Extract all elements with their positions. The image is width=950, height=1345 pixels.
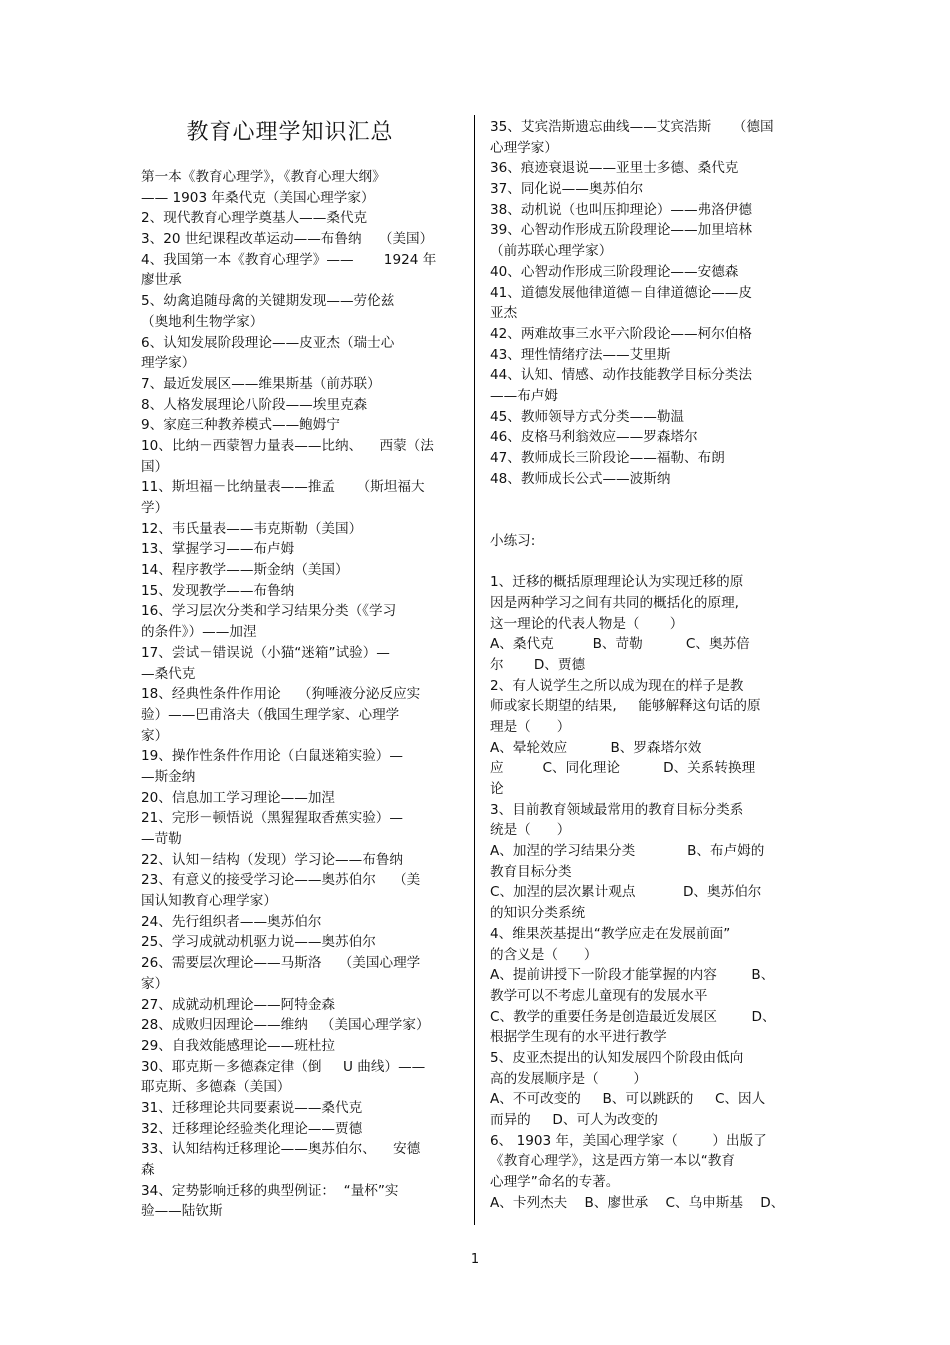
text-line: 这一理论的代表人物是（ ） bbox=[490, 615, 684, 632]
text-line: 家） bbox=[141, 727, 169, 744]
text-line: 22、认知－结构（发现）学习论——布鲁纳 bbox=[141, 851, 403, 868]
text-line: 的知识分类系统 bbox=[490, 905, 586, 922]
text-line: 4、我国第一本《教育心理学》—— 1924 年 bbox=[141, 251, 437, 268]
text-line: 高的发展顺序是（ ） bbox=[490, 1070, 647, 1087]
text-line: 35、艾宾浩斯遗忘曲线——艾宾浩斯 （德国 bbox=[490, 119, 774, 135]
text-line: 应 C、同化理论 D、关系转换理 bbox=[490, 760, 756, 777]
text-line: 第一本《教育心理学》，《教育心理大纲》 bbox=[141, 169, 386, 185]
text-line: 12、韦氏量表——韦克斯勒（美国） bbox=[141, 520, 363, 537]
text-line: C、教学的重要任务是创造最近发展区 D、 bbox=[490, 1008, 776, 1025]
text-line: 验）——巴甫洛夫（俄国生理学家、心理学 bbox=[141, 706, 400, 723]
text-line: 因是两种学习之间有共同的概括化的原理, bbox=[490, 594, 740, 611]
text-line: 21、完形－顿悟说（黑猩猩取香蕉实验）— bbox=[141, 810, 403, 827]
text-line: 36、痕迹衰退说——亚里士多德、桑代克 bbox=[490, 160, 739, 177]
text-line: 家） bbox=[141, 975, 169, 992]
text-line: 17、尝试－错误说（小猫“迷箱”试验）— bbox=[141, 644, 390, 661]
text-line: 29、自我效能感理论——班杜拉 bbox=[141, 1037, 336, 1054]
text-line: 5、幼禽追随母禽的关键期发现——劳伦兹 bbox=[141, 293, 395, 310]
text-line: 44、认知、情感、动作技能教学目标分类法 bbox=[490, 367, 752, 384]
text-line: 理学家） bbox=[141, 355, 196, 372]
left-column bbox=[141, 167, 461, 1222]
text-line: 3、20 世纪课程改革运动——布鲁纳 （美国） bbox=[141, 231, 434, 248]
text-line: 小练习: bbox=[490, 532, 536, 549]
text-line: —桑代克 bbox=[141, 665, 196, 682]
text-line: 39、心智动作形成五阶段理论——加里培林 bbox=[490, 222, 752, 239]
text-line: 心理学”命名的专著。 bbox=[490, 1174, 620, 1191]
text-line: 7、最近发展区——维果斯基（前苏联） bbox=[141, 375, 381, 392]
text-line: 24、先行组织者——奥苏伯尔 bbox=[141, 913, 322, 930]
text-line: （奥地利生物学家） bbox=[141, 313, 264, 330]
text-line: 而异的 D、可人为改变的 bbox=[490, 1112, 659, 1128]
text-line: 38、动机说（也叫压抑理论）——弗洛伊德 bbox=[490, 201, 752, 218]
text-line: 42、两难故事三水平六阶段论——柯尔伯格 bbox=[490, 325, 752, 342]
page-number: 1 bbox=[470, 1252, 480, 1267]
text-line: 教学可以不考虑儿童现有的发展水平 bbox=[490, 987, 708, 1004]
text-line: 6、认知发展阶段理论——皮亚杰（瑞士心 bbox=[141, 334, 395, 351]
text-line: A、加涅的学习结果分类 B、布卢姆的 bbox=[490, 843, 765, 860]
text-line: 4、维果茨基提出“教学应走在发展前面” bbox=[490, 925, 731, 942]
text-line: 根据学生现有的水平进行教学 bbox=[490, 1029, 667, 1046]
text-line bbox=[490, 489, 810, 510]
text-line: 5、皮亚杰提出的认知发展四个阶段由低向 bbox=[490, 1049, 744, 1066]
text-line: 19、操作性条件作用论（白鼠迷箱实验）— bbox=[141, 748, 403, 765]
column-divider bbox=[474, 115, 475, 1225]
text-line: 理是（ ） bbox=[490, 718, 571, 735]
text-line: 1、迁移的概括原理理论认为实现迁移的原 bbox=[490, 574, 744, 591]
text-line: 26、需要层次理论——马斯洛 （美国心理学 bbox=[141, 955, 421, 972]
text-line: 统是（ ） bbox=[490, 822, 571, 839]
text-line: 33、认知结构迁移理论——奥苏伯尔、 安德 bbox=[141, 1141, 421, 1158]
text-line: 8、人格发展理论八阶段——埃里克森 bbox=[141, 396, 368, 413]
text-line: C、加涅的层次累计观点 D、奥苏伯尔 bbox=[490, 884, 762, 901]
text-line: ——布卢姆 bbox=[490, 387, 558, 404]
text-line: 28、成败归因理论——维纳 （美国心理学家） bbox=[141, 1017, 430, 1034]
text-line: 18、经典性条件作用论 （狗唾液分泌反应实 bbox=[141, 686, 421, 703]
text-line bbox=[490, 510, 810, 531]
text-line: 11、斯坦福－比纳量表——推孟 （斯坦福大 bbox=[141, 479, 425, 496]
text-line: 30、耶克斯－多德森定律（倒 U 曲线）—— bbox=[141, 1058, 426, 1075]
text-line: 森 bbox=[141, 1162, 155, 1178]
text-line: 廖世承 bbox=[141, 272, 182, 289]
text-line: 45、教师领导方式分类——勒温 bbox=[490, 408, 685, 425]
text-line: 47、教师成长三阶段论——福勒、布朗 bbox=[490, 450, 725, 466]
text-line: 的含义是（ ） bbox=[490, 946, 598, 963]
text-line: 耶克斯、多德森（美国） bbox=[141, 1079, 291, 1096]
text-line: A、提前讲授下一阶段才能掌握的内容 B、 bbox=[490, 967, 775, 984]
text-line: 论 bbox=[490, 781, 504, 797]
text-line: 心理学家） bbox=[490, 139, 558, 156]
text-line: 学） bbox=[141, 500, 169, 516]
right-column bbox=[490, 117, 810, 1213]
text-line: 师或家长期望的结果, 能够解释这句话的原 bbox=[490, 698, 761, 715]
text-line: A、卡列杰夫 B、廖世承 C、乌申斯基 D、 bbox=[490, 1194, 785, 1211]
text-line: 亚杰 bbox=[490, 305, 518, 322]
text-line: 25、学习成就动机驱力说——奥苏伯尔 bbox=[141, 934, 376, 951]
text-line: A、不可改变的 B、可以跳跃的 C、因人 bbox=[490, 1091, 766, 1108]
text-line bbox=[490, 551, 810, 572]
text-line: —苛勒 bbox=[141, 831, 182, 847]
text-line: 48、教师成长公式——波斯纳 bbox=[490, 470, 671, 487]
text-line: 27、成就动机理论——阿特金森 bbox=[141, 996, 336, 1013]
document-title: 教育心理学知识汇总 bbox=[186, 120, 394, 145]
text-line: 教育目标分类 bbox=[490, 863, 572, 880]
text-line: 20、信息加工学习理论——加涅 bbox=[141, 789, 336, 806]
text-line: 10、比纳－西蒙智力量表——比纳、 西蒙（法 bbox=[141, 437, 434, 454]
text-line: 23、有意义的接受学习论——奥苏伯尔 （美 bbox=[141, 872, 421, 889]
text-line: 16、学习层次分类和学习结果分类（《学习 bbox=[141, 603, 397, 620]
text-line: 2、有人说学生之所以成为现在的样子是教 bbox=[490, 677, 744, 694]
text-line: 14、程序教学——斯金纳（美国） bbox=[141, 562, 349, 579]
text-line: 3、目前教育领域最常用的教育目标分类系 bbox=[490, 801, 744, 818]
text-line: 国认知教育心理学家） bbox=[141, 893, 277, 910]
text-line: 9、家庭三种教养模式——鲍姆宁 bbox=[141, 417, 340, 434]
text-line: 46、皮格马利翁效应——罗森塔尔 bbox=[490, 429, 698, 446]
text-line: 尔 D、贾德 bbox=[490, 656, 586, 673]
text-line: 34、定势影响迁移的典型例证： “量杯”实 bbox=[141, 1182, 399, 1199]
text-line: 15、发现教学——布鲁纳 bbox=[141, 582, 295, 599]
text-line: 国） bbox=[141, 458, 169, 475]
text-line: 验——陆钦斯 bbox=[141, 1203, 223, 1220]
text-line: （前苏联心理学家） bbox=[490, 243, 613, 260]
text-line: A、桑代克 B、苛勒 C、奥苏倍 bbox=[490, 636, 750, 653]
text-line: 32、迁移理论经验类化理论——贾德 bbox=[141, 1120, 363, 1137]
text-line: 43、理性情绪疗法——艾里斯 bbox=[490, 346, 671, 363]
text-line: —— 1903 年桑代克（美国心理学家） bbox=[141, 189, 375, 206]
text-line: 《教育心理学》，这是西方第一本以“教育 bbox=[490, 1153, 735, 1170]
text-line: 的条件》）——加涅 bbox=[141, 624, 257, 641]
text-line: 40、心智动作形成三阶段理论——安德森 bbox=[490, 263, 739, 280]
text-line: 6、 1903 年，美国心理学家（ ）出版了 bbox=[490, 1132, 767, 1149]
text-line: —斯金纳 bbox=[141, 768, 196, 785]
text-line: A、晕轮效应 B、罗森塔尔效 bbox=[490, 739, 702, 756]
text-line: 31、迁移理论共同要素说——桑代克 bbox=[141, 1099, 363, 1116]
text-line: 41、道德发展他律道德－自律道德论——皮 bbox=[490, 284, 752, 301]
text-line: 37、同化说——奥苏伯尔 bbox=[490, 181, 644, 198]
text-line: 13、掌握学习——布卢姆 bbox=[141, 541, 295, 558]
text-line: 2、现代教育心理学奠基人——桑代克 bbox=[141, 210, 368, 227]
